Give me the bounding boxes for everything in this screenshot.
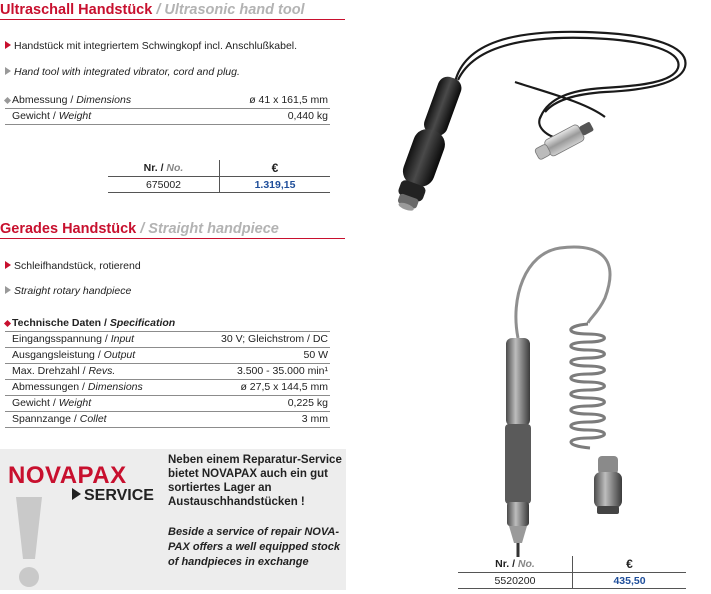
price-row <box>458 573 686 589</box>
title-separator: / <box>156 2 161 18</box>
price-header: Nr. / No. € <box>108 160 330 177</box>
section1-desc-en: Hand tool with integrated vibrator, cord and plug. <box>5 66 240 78</box>
service-text-de: Neben einem Reparatur-Service bietet NOVAPAX auch ein gut sortiertes Lager an Austauschhandstücken ! <box>168 454 342 508</box>
section2-desc-de: Schleifhandstück, rotierend <box>5 260 141 272</box>
section1-desc-de: Handstück mit integriertem Schwingkopf incl. Anschlußkabel. <box>5 40 297 52</box>
spec-row: Ausgangsleistung / Output 50 W <box>5 348 330 364</box>
spec-row: Spannzange / Collet 3 mm <box>5 412 330 428</box>
bullet-arrow-icon <box>5 261 11 269</box>
section1-title-en: Ultrasonic hand tool <box>164 2 305 18</box>
spec-row: Abmessung / Dimensions ø 41 x 161,5 mm <box>5 93 330 109</box>
row-marker-icon <box>4 320 11 327</box>
price-row <box>108 177 330 193</box>
spec-row: Gewicht / Weight 0,440 kg <box>5 109 330 125</box>
novapax-logo: NOVAPAX <box>8 462 127 489</box>
spec-row: Gewicht / Weight 0,225 kg <box>5 396 330 412</box>
section1-rule <box>0 19 345 20</box>
item-price: 435,50 <box>572 573 686 588</box>
section2-title <box>0 220 279 240</box>
price-header: Nr. / No. € <box>458 556 686 573</box>
section2-title-en: Straight handpiece <box>148 221 279 237</box>
bullet-arrow-icon <box>5 67 11 75</box>
ultrasonic-handtool-image <box>395 22 695 214</box>
item-price: 1.319,15 <box>219 177 330 192</box>
spec-row: Max. Drehzahl / Revs. 3.500 - 35.000 min¹ <box>5 364 330 380</box>
item-number: 675002 <box>145 179 182 191</box>
row-marker-icon <box>4 97 11 104</box>
novapax-service-box <box>0 449 346 590</box>
service-logo-sub: SERVICE <box>72 487 154 505</box>
item-number: 5520200 <box>494 575 536 587</box>
section2-spec-table <box>5 316 330 428</box>
section2-rule <box>0 238 345 239</box>
bullet-arrow-icon <box>5 41 11 49</box>
section2-title-de: Gerades Handstück <box>0 221 137 237</box>
currency-label: € <box>219 160 330 176</box>
section1-price-table <box>108 160 330 193</box>
currency-label: € <box>572 556 686 572</box>
spec-row: Abmessungen / Dimensions ø 27,5 x 144,5 mm <box>5 380 330 396</box>
spec-header-row: Technische Daten / Specification <box>5 316 330 332</box>
bullet-arrow-icon <box>5 286 11 294</box>
arrow-right-icon <box>72 488 81 500</box>
title-separator: / <box>140 221 145 237</box>
section1-title <box>0 1 305 21</box>
service-text-en: Beside a service of repair NOVA-PAX offers a well equipped stock of handpieces in exchange <box>168 526 340 568</box>
section1-title-de: Ultraschall Handstück <box>0 2 153 18</box>
exclamation-icon <box>14 497 44 589</box>
section2-price-table <box>458 556 686 589</box>
section2-desc-en: Straight rotary handpiece <box>5 285 131 297</box>
section1-spec-table <box>5 93 330 125</box>
spec-row: Eingangsspannung / Input 30 V; Gleichstrom / DC <box>5 332 330 348</box>
straight-handpiece-image <box>470 238 660 558</box>
